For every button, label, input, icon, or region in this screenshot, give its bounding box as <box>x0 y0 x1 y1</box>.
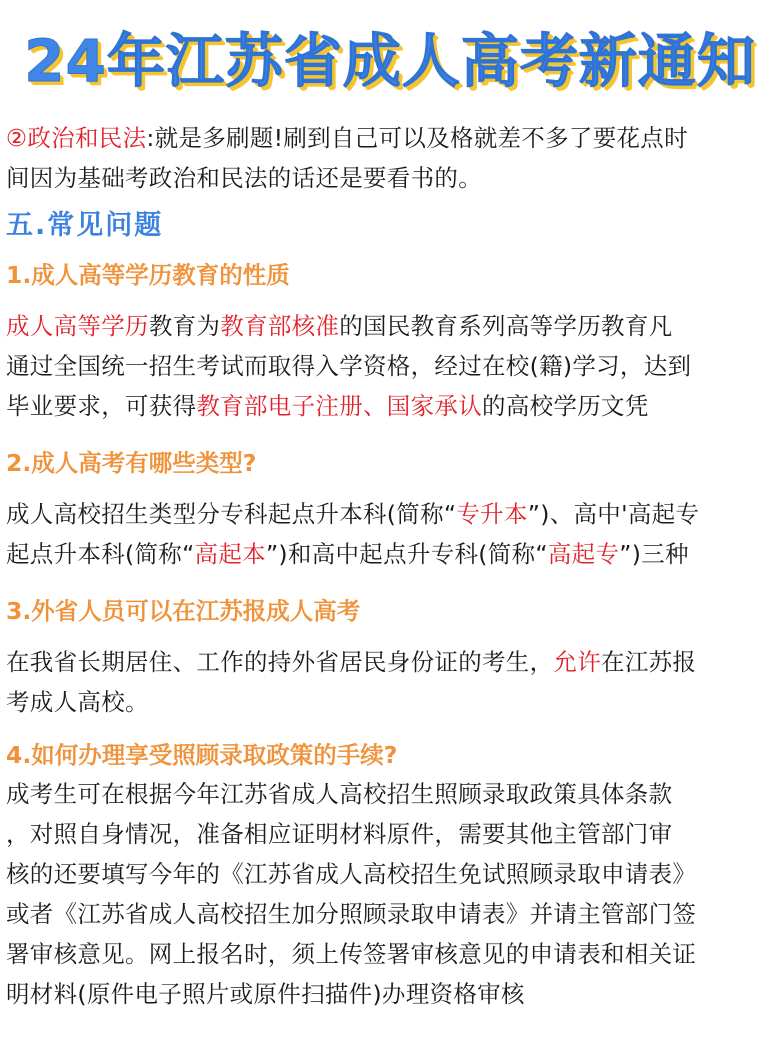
question-4-answer <box>6 774 776 1014</box>
highlight-text: 高起专 <box>547 540 620 568</box>
answer-text: ”)、高中'高起专 <box>527 500 700 528</box>
question-4-heading: 4.如何办理享受照顾录取政策的手续? <box>6 741 398 769</box>
answer-text: 在我省长期居住、工作的持外省居民身份证的考生， <box>6 648 554 676</box>
politics-line1: :就是多刷题!刷到自己可以及格就差不多了要花点时 <box>146 124 688 152</box>
answer-text: 考成人高校。 <box>6 688 149 716</box>
question-2-heading: 2.成人高考有哪些类型? <box>6 449 257 477</box>
answer-text: 成人高校招生类型分专科起点升本科(简称“ <box>6 500 457 528</box>
page-title: 24年江苏省成人高考新通知 <box>24 27 756 95</box>
question-2-answer <box>6 494 776 574</box>
answer-line: 核的还要填写今年的《江苏省成人高校招生免试照顾录取申请表》 <box>6 860 697 888</box>
politics-paragraph <box>6 118 776 198</box>
highlight-text: 允许 <box>553 648 602 676</box>
highlight-text: 成人高等学历 <box>6 312 149 340</box>
answer-line: 成考生可在根据今年江苏省成人高校招生照顾录取政策具体条款 <box>6 780 673 808</box>
answer-text: 在江苏报 <box>601 648 697 676</box>
question-1-heading: 1.成人高等学历教育的性质 <box>6 261 290 289</box>
answer-line: 明材料(原件电子照片或原件扫描件)办理资格审核 <box>6 980 525 1008</box>
highlight-text: 高起本 <box>194 540 266 568</box>
article-body <box>6 118 776 1014</box>
question-3-heading: 3.外省人员可以在江苏报成人高考 <box>6 597 361 625</box>
question-3-answer <box>6 642 776 722</box>
answer-text: 的高校学历文凭 <box>482 392 649 420</box>
highlight-text: 教育部核准 <box>220 312 340 340</box>
politics-label: ②政治和民法 <box>6 124 147 152</box>
answer-text: 的国民教育系列高等学历教育凡 <box>339 312 673 340</box>
answer-line: 或者《江苏省成人高校招生加分照顾录取申请表》并请主管部门签 <box>6 900 697 928</box>
answer-text: 教育为 <box>148 312 221 340</box>
answer-line: ，对照自身情况，准备相应证明材料原件，需要其他主管部门审 <box>6 820 673 848</box>
answer-text: ”)三种 <box>619 540 689 568</box>
section-heading-faq: 五.常见问题 <box>6 210 164 241</box>
highlight-text: 专升本 <box>456 500 528 528</box>
highlight-text: 教育部电子注册、国家承认 <box>196 392 483 420</box>
answer-text: 起点升本科(简称“ <box>6 540 195 568</box>
answer-text: 毕业要求，可获得 <box>6 392 197 420</box>
question-1-answer <box>6 306 776 426</box>
answer-text: 通过全国统一招生考试而取得入学资格，经过在校(籍)学习，达到 <box>6 352 692 380</box>
answer-line: 署审核意见。网上报名时，须上传签署审核意见的申请表和相关证 <box>6 940 697 968</box>
politics-line2: 间因为基础考政治和民法的话还是要看书的。 <box>6 164 482 192</box>
answer-text: ”)和高中起点升专科(简称“ <box>265 540 548 568</box>
